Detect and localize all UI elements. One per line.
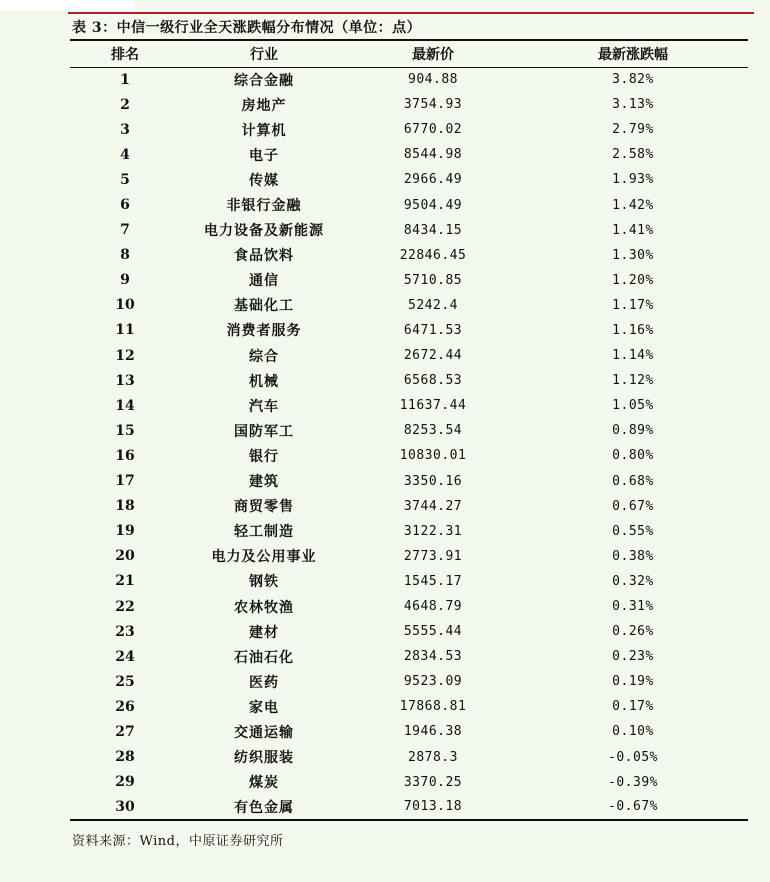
rank-cell: 24 (115, 648, 135, 665)
rank-cell: 9 (120, 272, 130, 289)
change-cell: 0.38% (612, 548, 654, 564)
price-cell: 11637.44 (399, 398, 467, 414)
table-row (70, 67, 748, 92)
rank-cell: 2 (120, 96, 130, 113)
rank-cell: 30 (70, 795, 180, 820)
change-cell: 1.30% (612, 247, 654, 263)
price-cell: 3744.27 (403, 498, 463, 514)
rank-cell: 1 (120, 71, 130, 88)
rank-cell: 5 (120, 171, 130, 188)
rank-cell: 4 (120, 146, 130, 163)
change-cell: 3.82% (612, 72, 654, 88)
change-cell: 0.80% (612, 448, 654, 464)
industry-cell: 综合金融 (234, 72, 294, 89)
change-cell: 0.89% (612, 423, 654, 439)
price-cell: 6568.53 (403, 373, 463, 389)
table-row (70, 368, 748, 393)
change-cell: 1.41% (612, 222, 654, 238)
industry-cell: 非银行金融 (226, 198, 302, 215)
change-cell: 0.19% (612, 674, 654, 690)
industry-cell: 银行 (249, 448, 279, 465)
price-cell: 7013.18 (348, 795, 518, 820)
price-cell: 1545.17 (403, 573, 463, 589)
source-note: 资料来源：Wind，中原证券研究所 (72, 834, 284, 849)
industry-cell: 轻工制造 (234, 524, 294, 541)
price-cell: 2966.49 (403, 172, 463, 188)
change-cell: 1.42% (612, 197, 654, 213)
table-row (70, 167, 748, 192)
rank-cell: 11 (115, 322, 135, 339)
industry-cell: 煤炭 (249, 775, 279, 792)
industry-cell: 石油石化 (234, 649, 294, 666)
price-cell: 9504.49 (403, 197, 463, 213)
change-cell: 2.79% (612, 122, 654, 138)
header-industry: 行业 (180, 40, 348, 67)
industry-cell: 建筑 (249, 474, 279, 491)
industry-cell: 汽车 (249, 398, 279, 415)
rank-cell: 18 (115, 498, 135, 515)
price-cell: 9523.09 (403, 674, 463, 690)
industry-cell: 计算机 (241, 122, 287, 139)
industry-cell: 钢铁 (249, 574, 279, 591)
table-row (70, 544, 748, 569)
price-cell: 6471.53 (403, 322, 463, 338)
rank-cell: 17 (115, 473, 135, 490)
price-cell: 22846.45 (399, 247, 467, 263)
header-price: 最新价 (348, 40, 518, 67)
price-cell: 8544.98 (403, 147, 463, 163)
price-cell: 6770.02 (403, 122, 463, 138)
price-cell: 904.88 (408, 72, 458, 88)
change-cell: 1.17% (612, 297, 654, 313)
table-row (70, 343, 748, 368)
header-rank: 排名 (70, 40, 180, 67)
table-body (70, 67, 748, 820)
price-cell: 1946.38 (403, 724, 463, 740)
change-cell: 0.17% (612, 699, 654, 715)
industry-cell: 综合 (249, 348, 279, 365)
table-row (70, 393, 748, 418)
table-row (70, 443, 748, 468)
price-cell: 2773.91 (403, 548, 463, 564)
industry-cell: 机械 (249, 373, 279, 390)
change-cell: 0.31% (612, 599, 654, 615)
change-cell: -0.67% (518, 795, 748, 820)
price-cell: 5242.4 (408, 297, 458, 313)
change-cell: 0.67% (612, 498, 654, 514)
rank-cell: 26 (115, 698, 135, 715)
industry-cell: 医药 (249, 674, 279, 691)
change-cell: 0.23% (612, 649, 654, 665)
industry-cell: 消费者服务 (226, 323, 302, 340)
header-row (70, 40, 748, 67)
rank-cell: 25 (115, 673, 135, 690)
industry-cell: 基础化工 (234, 298, 294, 315)
table-row (70, 770, 748, 795)
industry-cell: 家电 (249, 699, 279, 716)
rank-cell: 6 (120, 197, 130, 214)
table-row (70, 268, 748, 293)
table-row (70, 644, 748, 669)
rank-cell: 12 (115, 347, 135, 364)
table-header (70, 40, 748, 67)
price-cell: 3350.16 (403, 473, 463, 489)
industry-cell: 有色金属 (180, 795, 348, 820)
change-cell: 1.12% (612, 373, 654, 389)
industry-table-container (70, 39, 748, 821)
price-cell: 2878.3 (408, 749, 458, 765)
rank-cell: 19 (115, 523, 135, 540)
change-cell: -0.05% (608, 749, 658, 765)
rank-cell: 28 (115, 749, 135, 766)
table-row (70, 519, 748, 544)
table-row (70, 719, 748, 744)
change-cell: 0.10% (612, 724, 654, 740)
industry-cell: 房地产 (241, 97, 287, 114)
table-row (70, 745, 748, 770)
table-row (70, 795, 748, 820)
rank-cell: 22 (115, 598, 135, 615)
industry-cell: 电力及公用事业 (211, 549, 317, 566)
top-rule (68, 12, 754, 14)
rank-cell: 10 (115, 297, 135, 314)
rank-cell: 13 (115, 372, 135, 389)
change-cell: -0.39% (608, 774, 658, 790)
price-cell: 10830.01 (399, 448, 467, 464)
price-cell: 3122.31 (403, 523, 463, 539)
table-row (70, 494, 748, 519)
rank-cell: 8 (120, 247, 130, 264)
price-cell: 17868.81 (399, 699, 467, 715)
rank-cell: 16 (115, 447, 135, 464)
table-row (70, 243, 748, 268)
table-row (70, 142, 748, 167)
change-cell: 1.20% (612, 272, 654, 288)
change-cell: 1.93% (612, 172, 654, 188)
rank-cell: 29 (115, 774, 135, 791)
corner-tab (0, 0, 135, 10)
industry-cell: 商贸零售 (234, 499, 294, 516)
price-cell: 3370.25 (403, 774, 463, 790)
industry-cell: 交通运输 (234, 724, 294, 741)
rank-cell: 14 (115, 397, 135, 414)
table-title: 表 3：中信一级行业全天涨跌幅分布情况（单位：点） (72, 20, 422, 36)
change-cell: 1.05% (612, 398, 654, 414)
change-cell: 0.26% (612, 624, 654, 640)
table-row (70, 117, 748, 142)
header-change: 最新涨跌幅 (518, 40, 748, 67)
rank-cell: 15 (115, 422, 135, 439)
change-cell: 2.58% (612, 147, 654, 163)
industry-performance-table (70, 39, 748, 821)
rank-cell: 7 (120, 222, 130, 239)
table-row (70, 293, 748, 318)
change-cell: 1.14% (612, 348, 654, 364)
table-row (70, 218, 748, 243)
table-row (70, 594, 748, 619)
price-cell: 8253.54 (403, 423, 463, 439)
rank-cell: 20 (115, 548, 135, 565)
industry-cell: 食品饮料 (234, 248, 294, 265)
industry-cell: 传媒 (249, 172, 279, 189)
price-cell: 8434.15 (403, 222, 463, 238)
change-cell: 3.13% (612, 97, 654, 113)
table-row (70, 469, 748, 494)
price-cell: 5555.44 (403, 624, 463, 640)
table-row (70, 669, 748, 694)
change-cell: 0.32% (612, 573, 654, 589)
change-cell: 0.68% (612, 473, 654, 489)
change-cell: 0.55% (612, 523, 654, 539)
industry-cell: 农林牧渔 (234, 599, 294, 616)
rank-cell: 3 (120, 121, 130, 138)
price-cell: 5710.85 (403, 272, 463, 288)
price-cell: 2834.53 (403, 649, 463, 665)
table-row (70, 192, 748, 217)
rank-cell: 23 (115, 623, 135, 640)
price-cell: 4648.79 (403, 599, 463, 615)
table-row (70, 619, 748, 644)
price-cell: 2672.44 (403, 348, 463, 364)
industry-cell: 电力设备及新能源 (204, 223, 324, 240)
price-cell: 3754.93 (403, 97, 463, 113)
table-row (70, 569, 748, 594)
rank-cell: 27 (115, 723, 135, 740)
rank-cell: 21 (115, 573, 135, 590)
table-row (70, 92, 748, 117)
change-cell: 1.16% (612, 322, 654, 338)
table-row (70, 418, 748, 443)
table-row (70, 694, 748, 719)
industry-cell: 电子 (249, 147, 279, 164)
industry-cell: 通信 (249, 273, 279, 290)
industry-cell: 国防军工 (234, 423, 294, 440)
industry-cell: 建材 (249, 624, 279, 641)
industry-cell: 纺织服装 (234, 750, 294, 767)
table-row (70, 318, 748, 343)
